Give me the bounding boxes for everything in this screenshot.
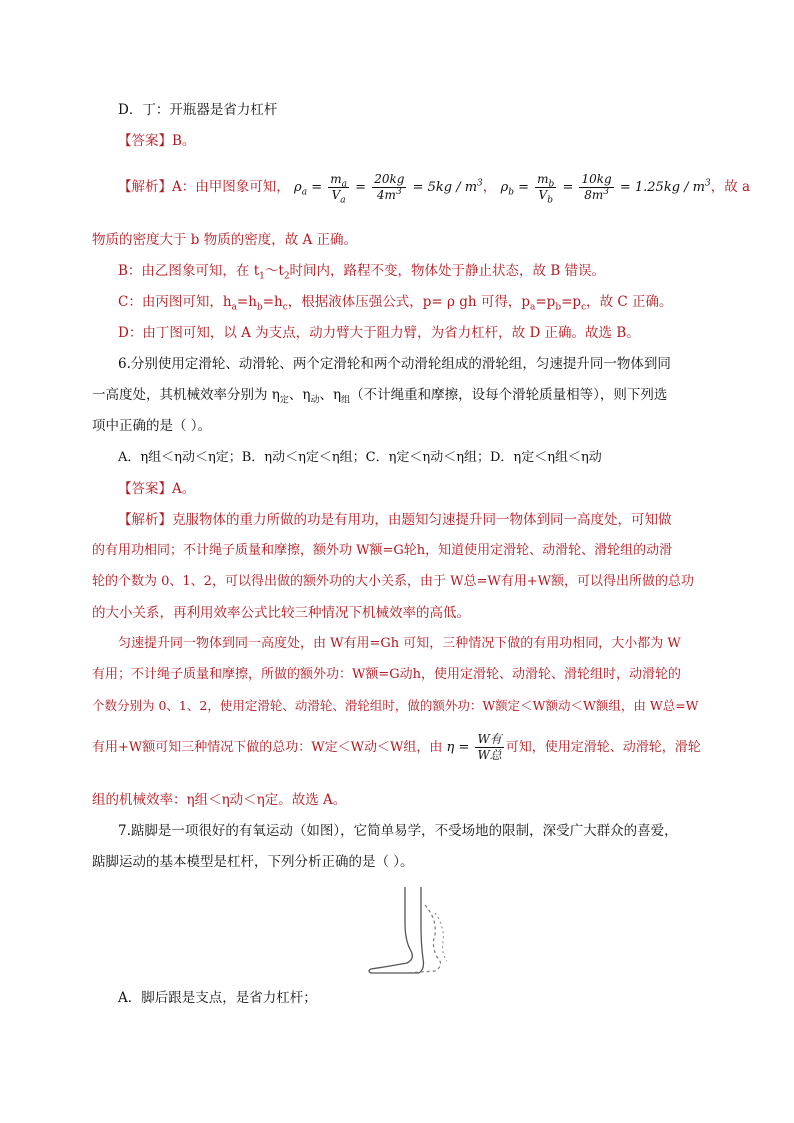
analysis-6-line-6: 有用；不计绳子质量和摩擦，所做的额外功：W额=G动h，使用定滑轮、动滑轮、滑轮组时，动滑轮的 <box>92 667 682 682</box>
answer-value: B。 <box>172 133 196 149</box>
analysis-d-line: D：由丁图可知，以 A 为支点，动力臂大于阻力臂，为省力杠杆，故 D 正确。故选 B。 <box>118 325 640 341</box>
foot-tiptoe-icon <box>365 883 455 975</box>
answer-6-line: 【答案】A。 <box>118 481 196 497</box>
analysis-6-line-1: 【解析】克服物体的重力所做的功是有用功，由题知匀速提升同一物体到同一高度处，可知做 <box>118 512 672 528</box>
analysis-6-line-3: 轮的个数为 0、1、2，可以得出做的额外功的大小关系，由于 W总=W有用+W额，可以得出所做的总功 <box>92 574 694 589</box>
analysis-b-line: B：由乙图象可知，在 $t_1\sim t_2$时间内，路程不变，物体处于静止状态，故 B 错误。 <box>118 263 606 282</box>
answer-tag: 【答案】 <box>118 133 172 149</box>
analysis-c-line: C：由丙图可知，$h_a=h_b=h_c$，根据液体压强公式，p= ρ gh 可得，$p_a=p_b=p_c$，故 C 正确。 <box>118 294 673 313</box>
analysis-a-text: A：由甲图象可知， <box>172 179 290 195</box>
analysis-6-line-5: 匀速提升同一物体到同一高度处，由 W有用=Gh 可知，三种情况下做的有用功相同，大小都为 W <box>118 636 681 651</box>
analysis-6-line-7: 个数分别为 0、1、2，使用定滑轮、动滑轮、滑轮组时，做的额外功：W额定＜W额动＜W额组，由 W总=W <box>92 698 699 713</box>
analysis-6-line-2: 的有用功相同；不计绳子质量和摩擦，额外功 W额=G轮h，知道使用定滑轮、动滑轮、滑轮组的动滑 <box>92 543 673 558</box>
question-6-line-1: 6.分别使用定滑轮、动滑轮、两个定滑轮和两个动滑轮组成的滑轮组，匀速提升同一物体到同 <box>118 356 671 372</box>
question-6-line-3: 项中正确的是（ ）。 <box>92 418 212 434</box>
question-6-options: A．η组＜η动＜η定；B．η动＜η定＜η组；C．η定＜η动＜η组；D．η定＜η组＜η动 <box>118 450 602 465</box>
analysis-6-line-4: 的大小关系，再利用效率公式比较三种情况下机械效率的高低。 <box>92 605 470 621</box>
analysis-line-2: 物质的密度大于 b 物质的密度，故 A 正确。 <box>92 232 358 248</box>
question-6-line-2: 一高度处，其机械效率分别为 $\eta_定$、$\eta_动$、$\eta_组$（不计绳重和摩擦，设每个滑轮质量相等），则下列选 <box>92 387 668 406</box>
density-b-formula: $\rho_b$ = $\frac{m_b}{V_b}$ = $\frac{10kg}{8m^3}$ = $1.25kg / m^3$ <box>500 172 711 206</box>
density-a-formula: $\rho_a$ = $\frac{m_a}{V_a}$ = $\frac{20kg}{4m^3}$ = $5kg / m^3$ <box>294 172 483 206</box>
analysis-6-conclusion: 组的机械效率：η组＜η动＜η定。故选 A。 <box>92 792 347 808</box>
question-7-line-1: 7.踮脚是一项很好的有氧运动（如图），它简单易学，不受场地的限制，深受广大群众的喜爱， <box>118 823 678 839</box>
option-7a-text: A．脚后跟是支点，是省力杠杆； <box>118 990 317 1006</box>
analysis-6-line-8: 有用+W额可知三种情况下做的总功：W定＜W动＜W组，由 η = $\frac{\text{W有}}{\text{W总}}$ 可知，使用定滑轮、动滑轮，滑轮 <box>92 732 701 762</box>
efficiency-formula: η = $\frac{\text{W有}}{\text{W总}}$ <box>446 732 502 762</box>
answer-line <box>118 131 195 151</box>
option-d-text: D．丁：开瓶器是省力杠杆 <box>118 102 278 118</box>
analysis-tag: 【解析】 <box>118 179 172 195</box>
question-7-line-2: 踮脚运动的基本模型是杠杆，下列分析正确的是（ ）。 <box>92 854 414 870</box>
analysis-line-1: 【解析】A：由甲图象可知， $\rho_a$ = $\frac{m_a}{V_a}$ = $\frac{20kg}{4m^3}$ = $5kg / m^3$， $\rho_b$ = $\frac{m_b}{V_b}$ = $\frac{10kg}{8m^3}$ = $1.25kg / m^3$，故 a <box>118 172 751 206</box>
